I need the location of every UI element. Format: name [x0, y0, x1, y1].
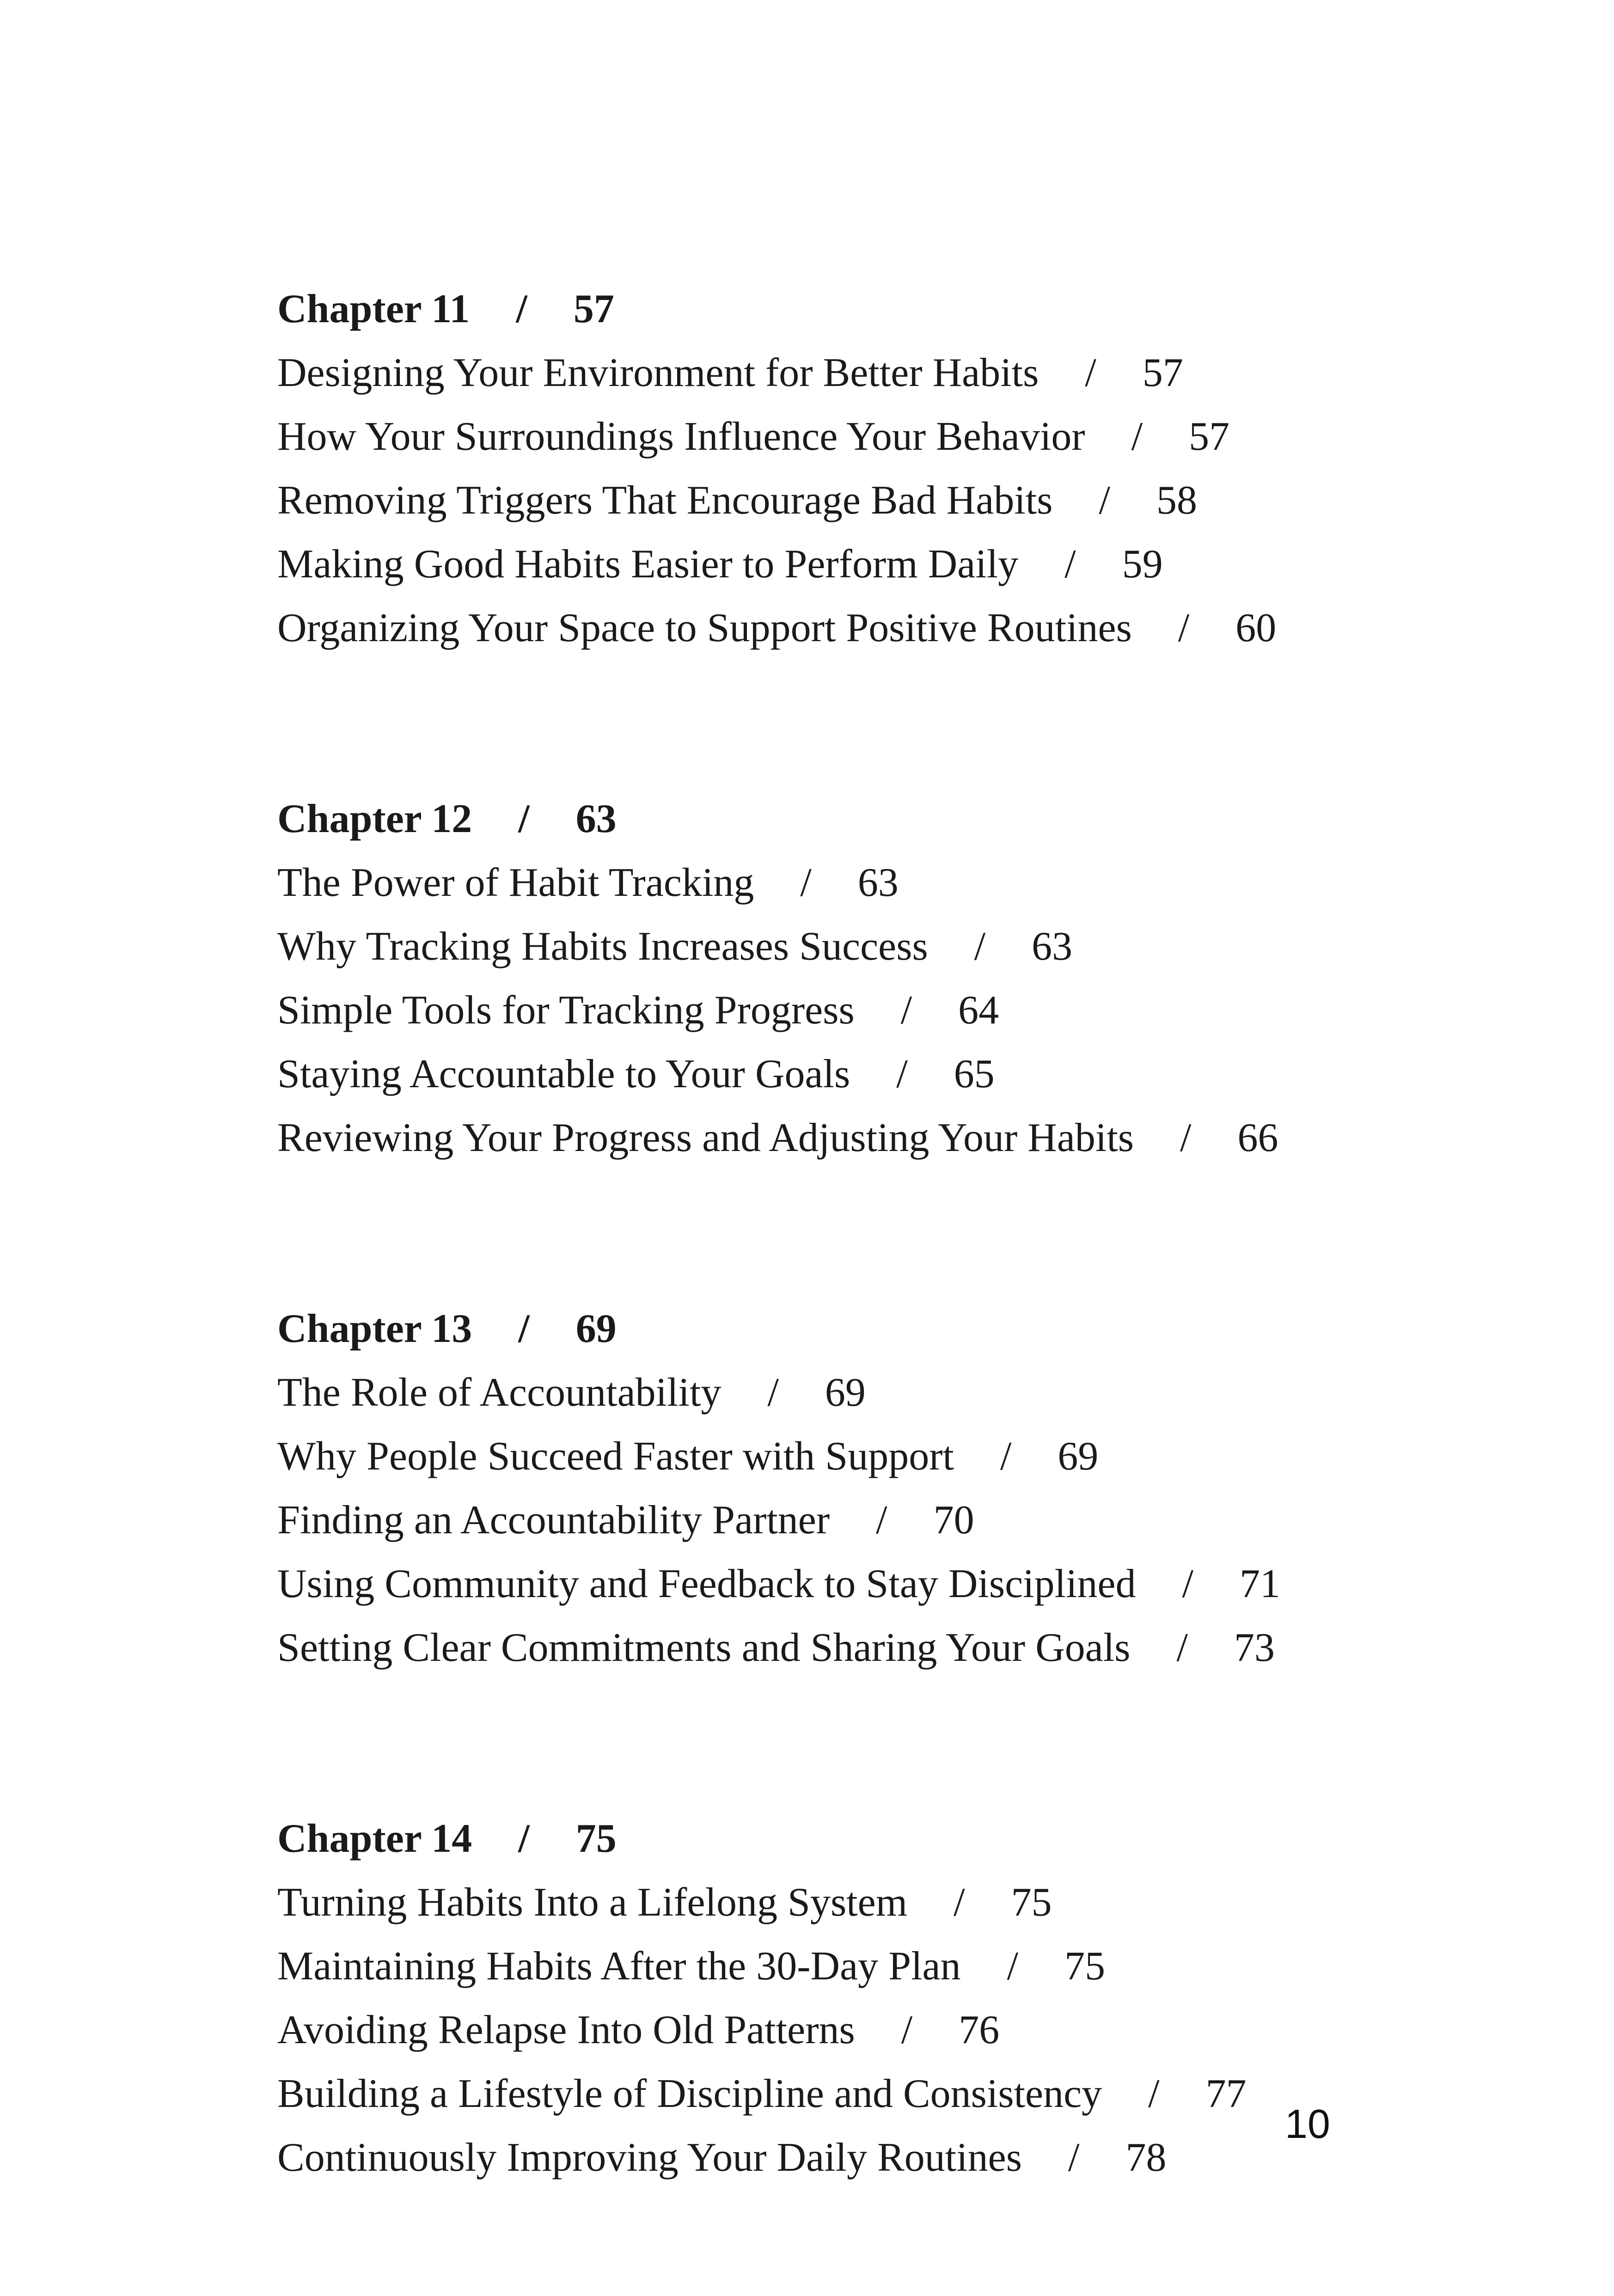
toc-entry	[277, 1871, 1525, 1935]
separator: /	[1068, 2135, 1080, 2180]
separator: /	[1180, 1115, 1192, 1160]
entry-title: Why Tracking Habits Increases Success	[277, 924, 928, 969]
separator: /	[1182, 1561, 1194, 1606]
entry-title: Organizing Your Space to Support Positive Routines	[277, 606, 1132, 650]
separator: /	[518, 796, 530, 841]
entry-title: Simple Tools for Tracking Progress	[277, 988, 855, 1033]
separator: /	[974, 924, 986, 969]
chapter-title: Chapter 11	[277, 287, 470, 331]
toc-entry	[277, 596, 1525, 660]
entry-title: Using Community and Feedback to Stay Disciplined	[277, 1561, 1136, 1606]
chapter-heading	[277, 277, 1525, 341]
entry-page: 60	[1235, 606, 1277, 650]
entry-title: Why People Succeed Faster with Support	[277, 1434, 954, 1479]
toc-entry	[277, 1998, 1525, 2062]
chapter-11-block	[277, 277, 1525, 660]
toc-entry	[277, 533, 1525, 596]
chapter-title: Chapter 13	[277, 1306, 472, 1351]
table-of-contents	[277, 277, 1525, 2190]
entry-title: Turning Habits Into a Lifelong System	[277, 1880, 908, 1925]
toc-entry	[277, 1425, 1525, 1488]
separator: /	[516, 287, 527, 331]
entry-title: The Role of Accountability	[277, 1370, 721, 1415]
separator: /	[896, 1052, 908, 1096]
entry-title: Making Good Habits Easier to Perform Daily	[277, 542, 1019, 587]
entry-page: 57	[1142, 350, 1183, 395]
entry-page: 78	[1125, 2135, 1167, 2180]
entry-page: 58	[1156, 478, 1197, 523]
entry-title: Setting Clear Commitments and Sharing Your Goals	[277, 1625, 1131, 1670]
entry-title: Designing Your Environment for Better Habits	[277, 350, 1039, 395]
chapter-page: 57	[573, 287, 614, 331]
entry-title: Finding an Accountability Partner	[277, 1498, 830, 1543]
separator: /	[901, 2008, 913, 2052]
chapter-12-block	[277, 787, 1525, 1170]
entry-page: 75	[1011, 1880, 1052, 1925]
chapter-heading	[277, 787, 1525, 851]
chapter-title: Chapter 12	[277, 796, 472, 841]
entry-page: 73	[1234, 1625, 1275, 1670]
entry-title: Building a Lifestyle of Discipline and Consistency	[277, 2071, 1102, 2116]
separator: /	[518, 1816, 530, 1861]
toc-entry	[277, 915, 1525, 979]
entry-title: Avoiding Relapse Into Old Patterns	[277, 2008, 855, 2052]
entry-title: Removing Triggers That Encourage Bad Habits	[277, 478, 1053, 523]
chapter-title: Chapter 14	[277, 1816, 472, 1861]
entry-page: 76	[959, 2008, 1000, 2052]
separator: /	[900, 988, 912, 1033]
chapter-heading	[277, 1807, 1525, 1871]
entry-title: The Power of Habit Tracking	[277, 860, 754, 905]
toc-entry	[277, 1361, 1525, 1425]
entry-page: 64	[958, 988, 999, 1033]
separator: /	[518, 1306, 530, 1351]
chapter-13-block	[277, 1297, 1525, 1680]
toc-entry	[277, 341, 1525, 405]
toc-entry	[277, 469, 1525, 533]
entry-title: Staying Accountable to Your Goals	[277, 1052, 850, 1096]
chapter-page: 63	[575, 796, 617, 841]
chapter-page: 69	[575, 1306, 617, 1351]
toc-entry	[277, 1935, 1525, 1998]
entry-page: 65	[954, 1052, 995, 1096]
entry-page: 69	[1058, 1434, 1099, 1479]
separator: /	[954, 1880, 965, 1925]
toc-entry	[277, 2126, 1525, 2190]
toc-entry	[277, 405, 1525, 469]
chapter-page: 75	[575, 1816, 617, 1861]
toc-entry	[277, 2062, 1525, 2126]
entry-page: 57	[1189, 414, 1230, 459]
entry-page: 75	[1064, 1944, 1106, 1989]
toc-entry	[277, 1616, 1525, 1680]
entry-title: Continuously Improving Your Daily Routines	[277, 2135, 1022, 2180]
toc-entry	[277, 979, 1525, 1042]
separator: /	[1099, 478, 1110, 523]
separator: /	[767, 1370, 779, 1415]
toc-entry	[277, 1552, 1525, 1616]
page-number: 10	[1285, 2101, 1330, 2147]
separator: /	[1131, 414, 1143, 459]
entry-page: 63	[1032, 924, 1073, 969]
separator: /	[1176, 1625, 1188, 1670]
entry-page: 69	[825, 1370, 866, 1415]
entry-page: 77	[1205, 2071, 1247, 2116]
separator: /	[1064, 542, 1076, 587]
separator: /	[1007, 1944, 1019, 1989]
separator: /	[1148, 2071, 1160, 2116]
toc-entry	[277, 851, 1525, 915]
entry-page: 63	[857, 860, 899, 905]
toc-entry	[277, 1488, 1525, 1552]
entry-page: 59	[1122, 542, 1163, 587]
toc-entry	[277, 1106, 1525, 1170]
entry-page: 66	[1237, 1115, 1278, 1160]
entry-page: 71	[1240, 1561, 1281, 1606]
entry-title: Maintaining Habits After the 30-Day Plan	[277, 1944, 961, 1989]
entry-title: How Your Surroundings Influence Your Behavior	[277, 414, 1085, 459]
chapter-heading	[277, 1297, 1525, 1361]
entry-title: Reviewing Your Progress and Adjusting Your Habits	[277, 1115, 1134, 1160]
entry-page: 70	[933, 1498, 974, 1543]
toc-entry	[277, 1042, 1525, 1106]
chapter-14-block	[277, 1807, 1525, 2190]
separator: /	[1085, 350, 1096, 395]
separator: /	[1000, 1434, 1012, 1479]
separator: /	[1178, 606, 1190, 650]
separator: /	[800, 860, 812, 905]
separator: /	[876, 1498, 887, 1543]
